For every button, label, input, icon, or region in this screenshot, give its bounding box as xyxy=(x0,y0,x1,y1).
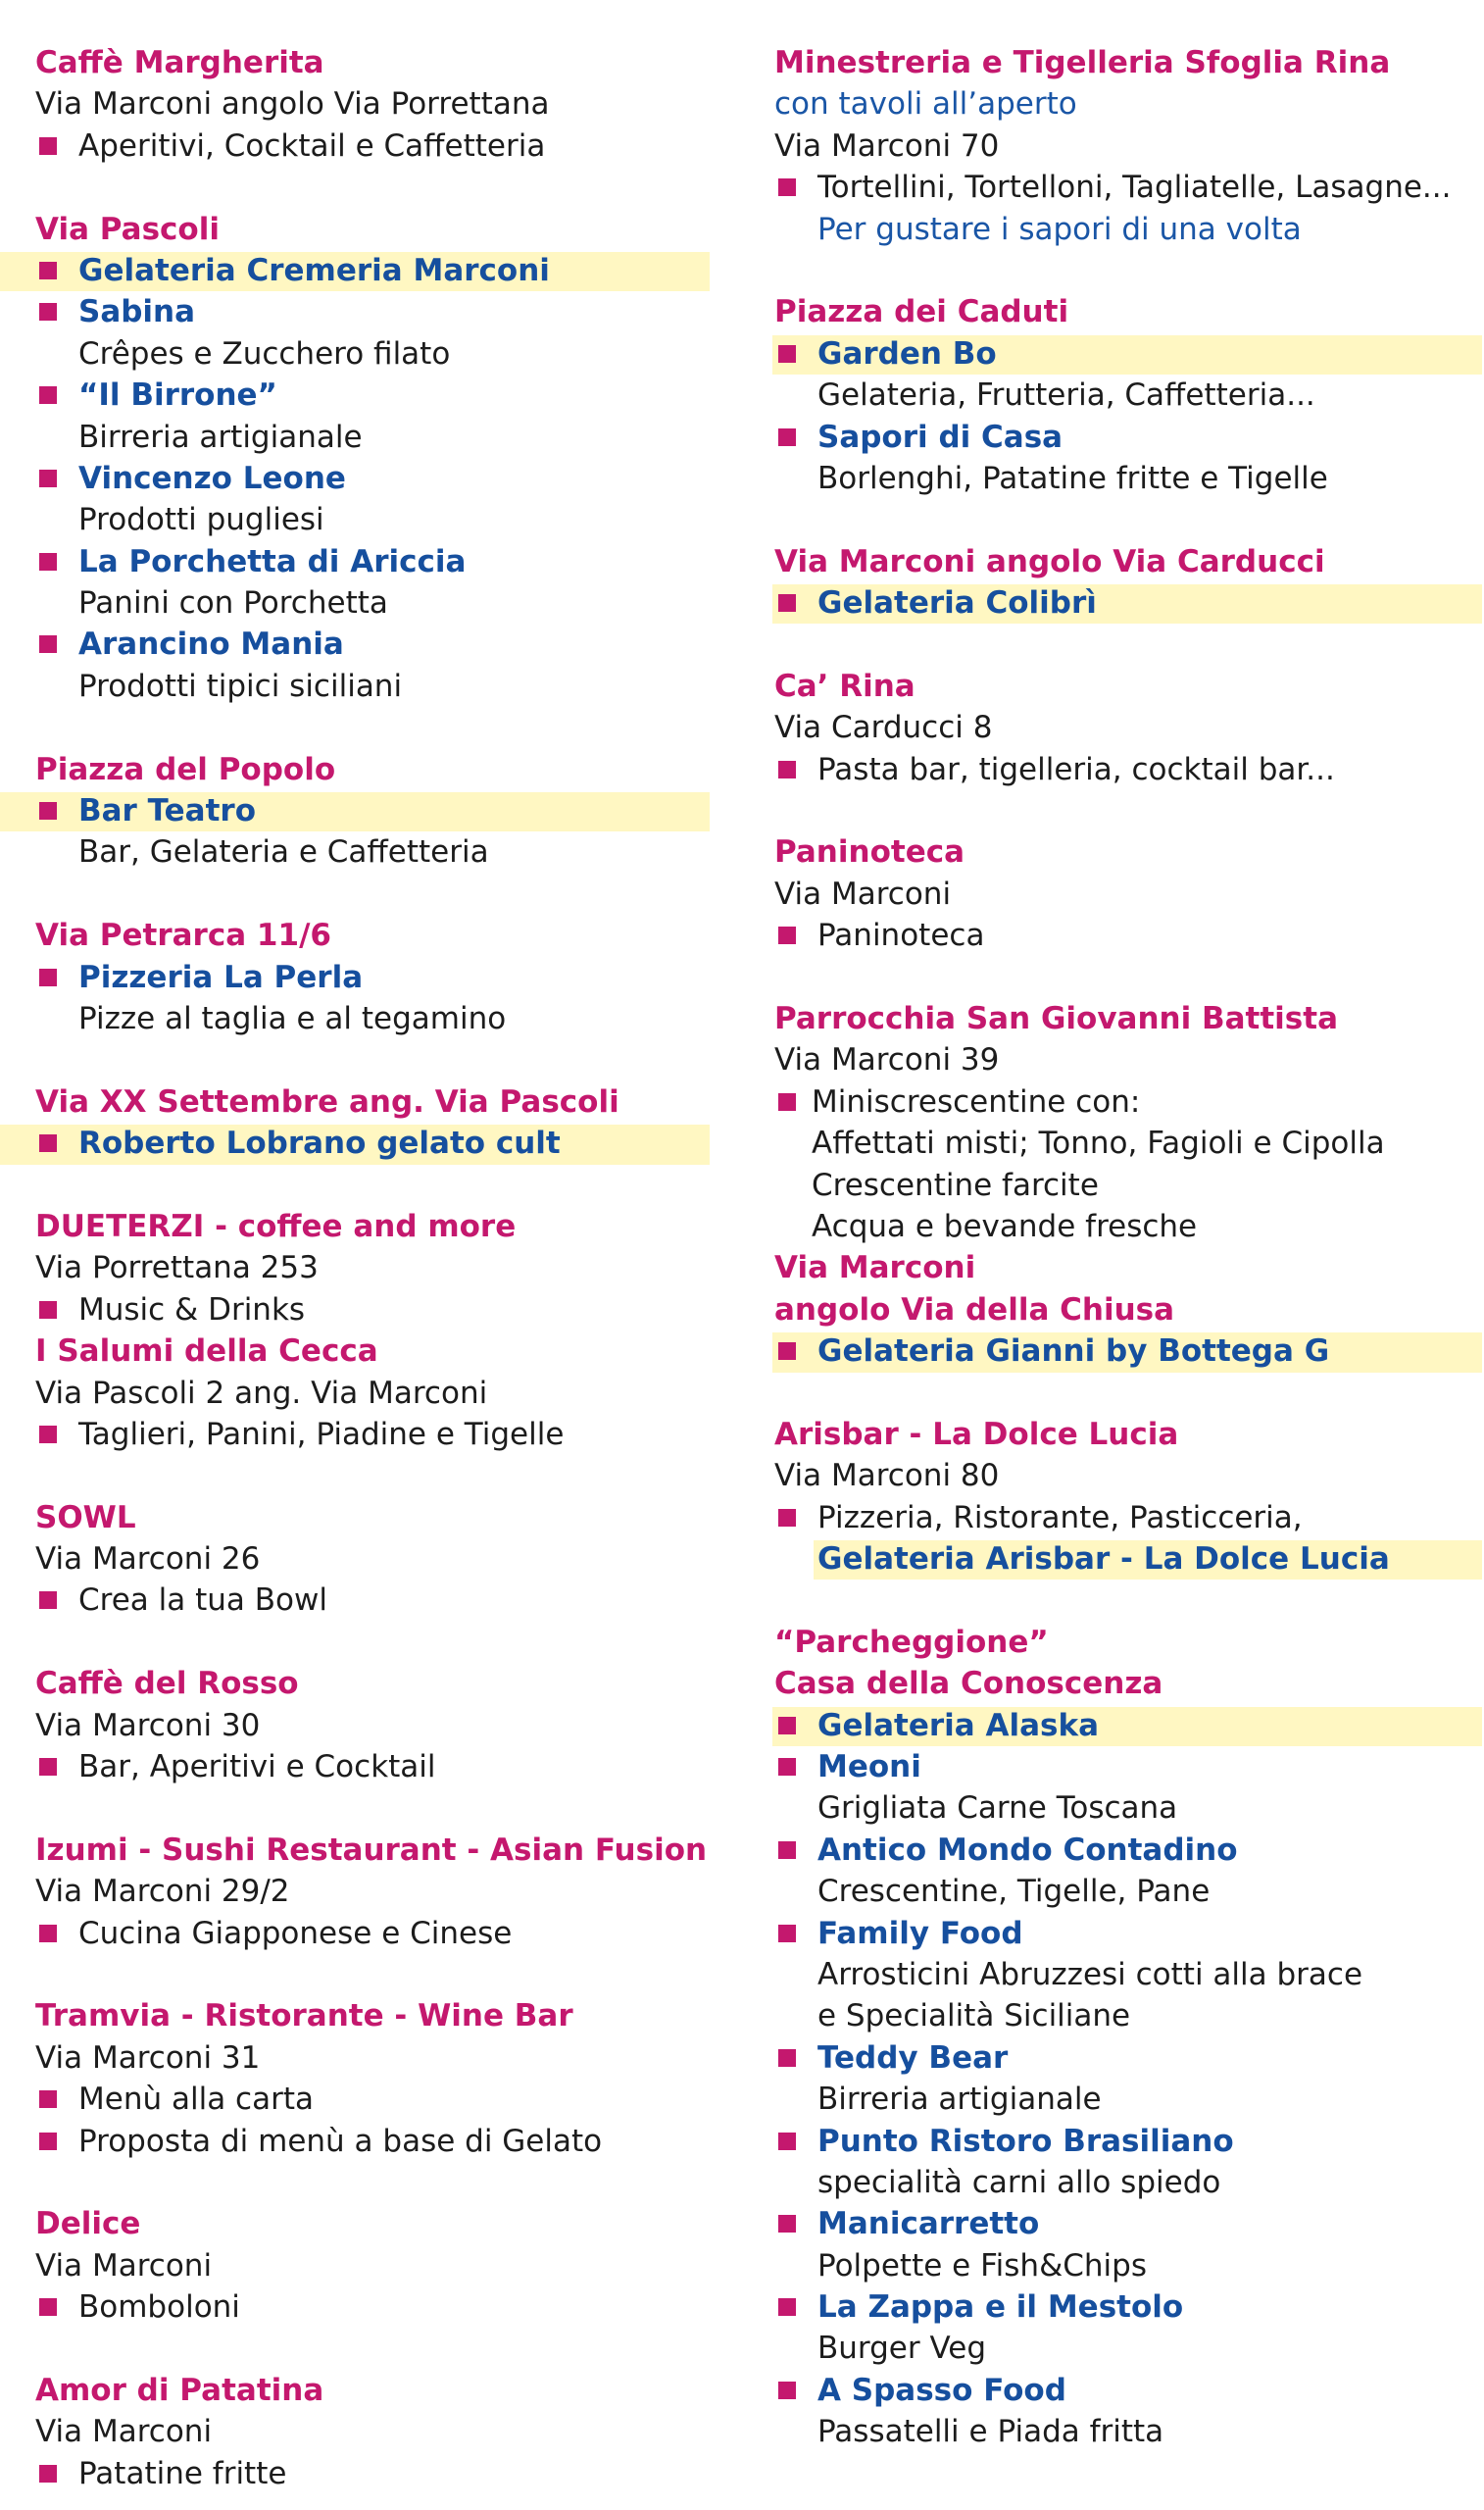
vendor-description xyxy=(774,458,1482,499)
line-text: Bar, Gelateria e Caffetteria xyxy=(78,834,489,871)
spacer xyxy=(774,790,1482,831)
bullet-item xyxy=(35,1913,710,1954)
line-text: Via Marconi 31 xyxy=(35,2039,261,2076)
bullet-square-icon xyxy=(39,1925,57,1942)
line-text: Bomboloni xyxy=(78,2289,240,2326)
line-text: SOWL xyxy=(35,1499,136,1535)
spacer xyxy=(35,874,710,915)
line-text: Prodotti pugliesi xyxy=(78,502,324,538)
spacer xyxy=(774,250,1482,291)
bullet-item xyxy=(35,1580,710,1621)
vendor-description xyxy=(35,582,710,624)
bullet-square-icon xyxy=(778,1093,796,1111)
bullet-item xyxy=(35,1289,710,1330)
line-text: DUETERZI - coffee and more xyxy=(35,1208,517,1244)
vendor-description xyxy=(774,1165,1482,1206)
line-text: Gelateria, Frutteria, Caffetteria... xyxy=(817,377,1315,414)
line-text: Gelateria Gianni by Bottega G xyxy=(817,1333,1330,1370)
line-text: Manicarretto xyxy=(817,2206,1040,2242)
highlighted-gelateria xyxy=(774,333,1482,375)
address-line xyxy=(774,874,1482,915)
bullet-square-icon xyxy=(778,1717,796,1734)
section-heading xyxy=(774,1414,1482,1455)
line-text: Bar Teatro xyxy=(78,793,257,829)
line-text: La Porchetta di Ariccia xyxy=(78,543,467,579)
address-line xyxy=(774,1039,1482,1080)
spacer xyxy=(774,1373,1482,1414)
line-text: Panini con Porchetta xyxy=(78,585,388,622)
bullet-square-icon xyxy=(778,2298,796,2316)
bullet-square-icon xyxy=(39,802,57,820)
section-heading xyxy=(35,915,710,956)
section-heading xyxy=(35,42,710,83)
line-text: angolo Via della Chiusa xyxy=(774,1291,1175,1328)
line-text: Affettati misti; Tonno, Fagioli e Cipolla xyxy=(812,1126,1385,1162)
vendor-description xyxy=(774,1123,1482,1164)
bullet-square-icon xyxy=(39,1301,57,1319)
line-text: Meoni xyxy=(817,1749,921,1785)
vendor-description xyxy=(35,998,710,1039)
vendor-name xyxy=(774,1913,1482,1954)
vendor-name xyxy=(774,417,1482,458)
spacer xyxy=(774,624,1482,665)
address-line xyxy=(35,1705,710,1746)
line-text: Garden Bo xyxy=(817,335,997,372)
line-text: Per gustare i sapori di una volta xyxy=(817,211,1302,247)
section-heading xyxy=(35,2370,710,2411)
bullet-square-icon xyxy=(778,1509,796,1527)
spacer xyxy=(35,1039,710,1080)
line-text: Via Marconi xyxy=(774,1250,976,1286)
line-text: Tramvia - Ristorante - Wine Bar xyxy=(35,1998,573,2034)
bullet-square-icon xyxy=(778,2049,796,2067)
line-text: Sabina xyxy=(78,294,196,330)
section-heading xyxy=(35,1081,710,1123)
highlighted-gelateria xyxy=(35,250,710,291)
section-heading xyxy=(774,291,1482,332)
line-text: Family Food xyxy=(817,1915,1023,1951)
vendor-name xyxy=(35,375,710,416)
line-text: Crea la tua Bowl xyxy=(78,1582,327,1619)
bullet-item xyxy=(35,2121,710,2162)
bullet-square-icon xyxy=(778,1925,796,1942)
vendor-description xyxy=(774,1871,1482,1912)
line-text: Birreria artigianale xyxy=(78,419,363,455)
address-line xyxy=(35,2245,710,2286)
bullet-square-icon xyxy=(778,428,796,446)
line-text: Cucina Giapponese e Cinese xyxy=(78,1915,513,1951)
address-line xyxy=(774,126,1482,167)
line-text: Music & Drinks xyxy=(78,1291,306,1328)
section-heading xyxy=(774,998,1482,1039)
line-text: Sapori di Casa xyxy=(817,419,1064,455)
spacer xyxy=(35,1787,710,1829)
line-text: Delice xyxy=(35,2206,141,2242)
bullet-square-icon xyxy=(778,1841,796,1859)
section-heading xyxy=(774,666,1482,707)
bullet-square-icon xyxy=(778,1342,796,1360)
line-text: Via Marconi xyxy=(35,2414,213,2450)
line-text: Crescentine, Tigelle, Pane xyxy=(817,1874,1211,1910)
highlighted-gelateria xyxy=(774,1705,1482,1746)
vendor-description xyxy=(774,375,1482,416)
section-heading xyxy=(774,42,1482,83)
bullet-item xyxy=(35,2453,710,2494)
address-line xyxy=(35,1871,710,1912)
line-text: Gelateria Arisbar - La Dolce Lucia xyxy=(817,1541,1390,1578)
spacer xyxy=(35,2328,710,2369)
bullet-square-icon xyxy=(39,137,57,155)
tagline xyxy=(774,209,1482,250)
bullet-square-icon xyxy=(39,1134,57,1152)
highlighted-gelateria xyxy=(35,790,710,831)
line-text: Via Marconi 39 xyxy=(774,1042,1000,1079)
line-text: Via Marconi 30 xyxy=(35,1707,261,1743)
address-line xyxy=(35,2411,710,2452)
line-text: Tortellini, Tortelloni, Tagliatelle, Lasagne... xyxy=(817,170,1452,206)
line-text: Grigliata Carne Toscana xyxy=(817,1790,1178,1827)
line-text: A Spasso Food xyxy=(817,2372,1066,2408)
line-text: Minestreria e Tigelleria Sfoglia Rina xyxy=(774,45,1391,80)
line-text: Proposta di menù a base di Gelato xyxy=(78,2123,603,2159)
line-text: Casa della Conoscenza xyxy=(774,1666,1163,1702)
spacer xyxy=(774,499,1482,540)
vendor-description xyxy=(35,417,710,458)
vendor-description xyxy=(35,499,710,540)
line-text: Amor di Patatina xyxy=(35,2372,324,2408)
line-text: Birreria artigianale xyxy=(817,2082,1102,2118)
vendor-description xyxy=(774,1954,1482,1995)
line-text: Gelateria Alaska xyxy=(817,1707,1100,1743)
spacer xyxy=(35,167,710,208)
vendor-name xyxy=(35,624,710,665)
section-heading xyxy=(35,1995,710,2036)
vendor-name xyxy=(35,541,710,582)
line-text: Pasta bar, tigelleria, cocktail bar... xyxy=(817,751,1335,787)
bullet-item xyxy=(35,126,710,167)
line-text: Via Pascoli 2 ang. Via Marconi xyxy=(35,1375,488,1411)
vendor-name xyxy=(774,2286,1482,2328)
bullet-square-icon xyxy=(39,635,57,653)
line-text: Bar, Aperitivi e Cocktail xyxy=(78,1749,436,1785)
vendor-description xyxy=(774,1206,1482,1247)
line-text: Caffè del Rosso xyxy=(35,1666,299,1702)
line-text: Caffè Margherita xyxy=(35,45,324,80)
section-heading xyxy=(35,2203,710,2244)
bullet-item xyxy=(774,749,1482,790)
bullet-square-icon xyxy=(778,345,796,363)
line-text: Pizzeria, Ristorante, Pasticceria, xyxy=(817,1499,1303,1535)
line-text: Punto Ristoro Brasiliano xyxy=(817,2123,1234,2159)
line-text: Arancino Mania xyxy=(78,627,344,663)
section-heading xyxy=(774,1663,1482,1704)
address-line xyxy=(35,1373,710,1414)
spacer xyxy=(35,1455,710,1496)
line-text: con tavoli all’aperto xyxy=(774,86,1077,123)
bullet-square-icon xyxy=(39,386,57,404)
line-text: La Zappa e il Mestolo xyxy=(817,2289,1184,2326)
vendor-description xyxy=(774,1787,1482,1829)
line-text: specialità carni allo spiedo xyxy=(817,2164,1221,2200)
line-text: Passatelli e Piada fritta xyxy=(817,2414,1164,2450)
vendor-name xyxy=(35,291,710,332)
line-text: Miniscrescentine con: xyxy=(812,1083,1141,1120)
line-text: Izumi - Sushi Restaurant - Asian Fusion xyxy=(35,1832,708,1868)
line-text: Via Marconi 80 xyxy=(774,1458,1000,1494)
bullet-item xyxy=(774,1497,1482,1538)
line-text: Via Marconi 70 xyxy=(774,127,1000,164)
vendor-description xyxy=(774,2162,1482,2203)
line-text: Via Marconi 26 xyxy=(35,1541,261,1578)
line-text: Via Marconi 29/2 xyxy=(35,1874,290,1910)
section-heading xyxy=(774,541,1482,582)
line-text: Via XX Settembre ang. Via Pascoli xyxy=(35,1083,619,1120)
line-text: Paninoteca xyxy=(774,834,965,871)
line-text: Aperitivi, Cocktail e Caffetteria xyxy=(78,127,546,164)
vendor-description xyxy=(774,2411,1482,2452)
vendor-description xyxy=(774,1995,1482,2036)
vendor-description xyxy=(774,2079,1482,2120)
line-text: Crescentine farcite xyxy=(812,1167,1099,1203)
section-heading xyxy=(774,1622,1482,1663)
bullet-square-icon xyxy=(39,303,57,321)
line-text: “Parcheggione” xyxy=(774,1624,1049,1660)
section-heading xyxy=(35,1830,710,1871)
bullet-square-icon xyxy=(39,1758,57,1776)
address-line xyxy=(35,83,710,125)
spacer xyxy=(774,1580,1482,1621)
left-column xyxy=(35,42,710,2494)
line-text: Antico Mondo Contadino xyxy=(817,1832,1238,1868)
bullet-square-icon xyxy=(39,2465,57,2483)
line-text: Taglieri, Panini, Piadine e Tigelle xyxy=(78,1416,565,1452)
line-text: Via Carducci 8 xyxy=(774,710,993,746)
vendor-name xyxy=(774,1830,1482,1871)
bullet-item xyxy=(35,1746,710,1787)
line-text: Polpette e Fish&Chips xyxy=(817,2247,1147,2284)
highlighted-gelateria xyxy=(774,582,1482,624)
section-heading xyxy=(35,209,710,250)
line-text: “Il Birrone” xyxy=(78,377,277,414)
line-text: Pizze al taglia e al tegamino xyxy=(78,1000,507,1036)
section-heading xyxy=(774,1289,1482,1330)
line-text: Teddy Bear xyxy=(817,2039,1009,2076)
line-text: Paninoteca xyxy=(817,918,985,954)
line-text: Via Marconi xyxy=(35,2247,213,2284)
bullet-square-icon xyxy=(778,1758,796,1776)
spacer xyxy=(35,1622,710,1663)
address-line xyxy=(35,1538,710,1580)
bullet-item xyxy=(774,915,1482,956)
bullet-square-icon xyxy=(39,2133,57,2150)
vendor-name xyxy=(35,957,710,998)
bullet-square-icon xyxy=(39,470,57,487)
section-heading xyxy=(774,1247,1482,1288)
line-text: Roberto Lobrano gelato cult xyxy=(78,1126,561,1162)
line-text: Parrocchia San Giovanni Battista xyxy=(774,1000,1338,1036)
address-line xyxy=(35,1247,710,1288)
spacer xyxy=(35,1165,710,1206)
line-text: e Specialità Siciliane xyxy=(817,1998,1131,2034)
bullet-square-icon xyxy=(778,2133,796,2150)
vendor-name xyxy=(774,2203,1482,2244)
section-heading xyxy=(774,831,1482,873)
line-text: Acqua e bevande fresche xyxy=(812,1208,1198,1244)
bullet-square-icon xyxy=(778,927,796,944)
line-text: Arisbar - La Dolce Lucia xyxy=(774,1416,1179,1452)
line-text: Arrosticini Abruzzesi cotti alla brace xyxy=(817,1956,1363,1992)
bullet-square-icon xyxy=(778,594,796,612)
right-column xyxy=(774,42,1482,2453)
bullet-square-icon xyxy=(778,178,796,196)
vendor-description xyxy=(35,333,710,375)
line-text: Patatine fritte xyxy=(78,2455,287,2491)
bullet-square-icon xyxy=(778,2215,796,2233)
vendor-name xyxy=(774,1746,1482,1787)
spacer xyxy=(35,707,710,748)
section-heading xyxy=(35,1497,710,1538)
vendor-description xyxy=(774,2245,1482,2286)
line-text: Borlenghi, Patatine fritte e Tigelle xyxy=(817,460,1328,496)
line-text: Via Marconi xyxy=(774,876,952,912)
bullet-square-icon xyxy=(39,2090,57,2108)
line-text: Ca’ Rina xyxy=(774,668,915,704)
bullet-item xyxy=(35,1414,710,1455)
line-text: Menù alla carta xyxy=(78,2082,314,2118)
bullet-square-icon xyxy=(39,2298,57,2316)
line-text: Pizzeria La Perla xyxy=(78,959,364,995)
vendor-description xyxy=(35,666,710,707)
bullet-item xyxy=(35,2079,710,2120)
spacer xyxy=(35,1954,710,1995)
bullet-square-icon xyxy=(39,553,57,571)
address-line xyxy=(35,2037,710,2079)
line-text: Via Porrettana 253 xyxy=(35,1250,319,1286)
bullet-item xyxy=(774,1081,1482,1123)
section-subheading xyxy=(774,83,1482,125)
address-line xyxy=(774,1455,1482,1496)
bullet-square-icon xyxy=(39,1591,57,1609)
line-text: Via Petrarca 11/6 xyxy=(35,918,331,954)
bullet-item xyxy=(774,167,1482,208)
line-text: Via Marconi angolo Via Porrettana xyxy=(35,86,550,123)
vendor-name xyxy=(774,2037,1482,2079)
bullet-square-icon xyxy=(39,262,57,279)
highlighted-gelateria xyxy=(35,1123,710,1164)
vendor-description xyxy=(35,831,710,873)
bullet-square-icon xyxy=(39,1426,57,1443)
vendor-description xyxy=(774,2328,1482,2369)
bullet-square-icon xyxy=(778,761,796,778)
vendor-name xyxy=(774,2121,1482,2162)
bullet-square-icon xyxy=(778,2382,796,2399)
line-text: Piazza dei Caduti xyxy=(774,294,1069,330)
vendor-name xyxy=(774,2370,1482,2411)
spacer xyxy=(774,957,1482,998)
section-heading xyxy=(35,1330,710,1372)
section-heading xyxy=(35,1206,710,1247)
line-text: Gelateria Colibrì xyxy=(817,585,1097,622)
vendor-name xyxy=(35,458,710,499)
line-text: Via Pascoli xyxy=(35,211,220,247)
line-text: Gelateria Cremeria Marconi xyxy=(78,252,550,288)
address-line xyxy=(774,707,1482,748)
section-heading xyxy=(35,1663,710,1704)
line-text: I Salumi della Cecca xyxy=(35,1333,378,1370)
section-heading xyxy=(35,749,710,790)
line-text: Burger Veg xyxy=(817,2331,987,2367)
line-text: Via Marconi angolo Via Carducci xyxy=(774,543,1325,579)
line-text: Vincenzo Leone xyxy=(78,460,346,496)
bullet-item xyxy=(35,2286,710,2328)
bullet-square-icon xyxy=(39,969,57,986)
highlighted-gelateria xyxy=(774,1330,1482,1372)
line-text: Prodotti tipici siciliani xyxy=(78,668,403,704)
line-text: Piazza del Popolo xyxy=(35,751,336,787)
line-text: Crêpes e Zucchero filato xyxy=(78,335,451,372)
highlighted-gelateria xyxy=(774,1538,1482,1580)
spacer xyxy=(35,2162,710,2203)
